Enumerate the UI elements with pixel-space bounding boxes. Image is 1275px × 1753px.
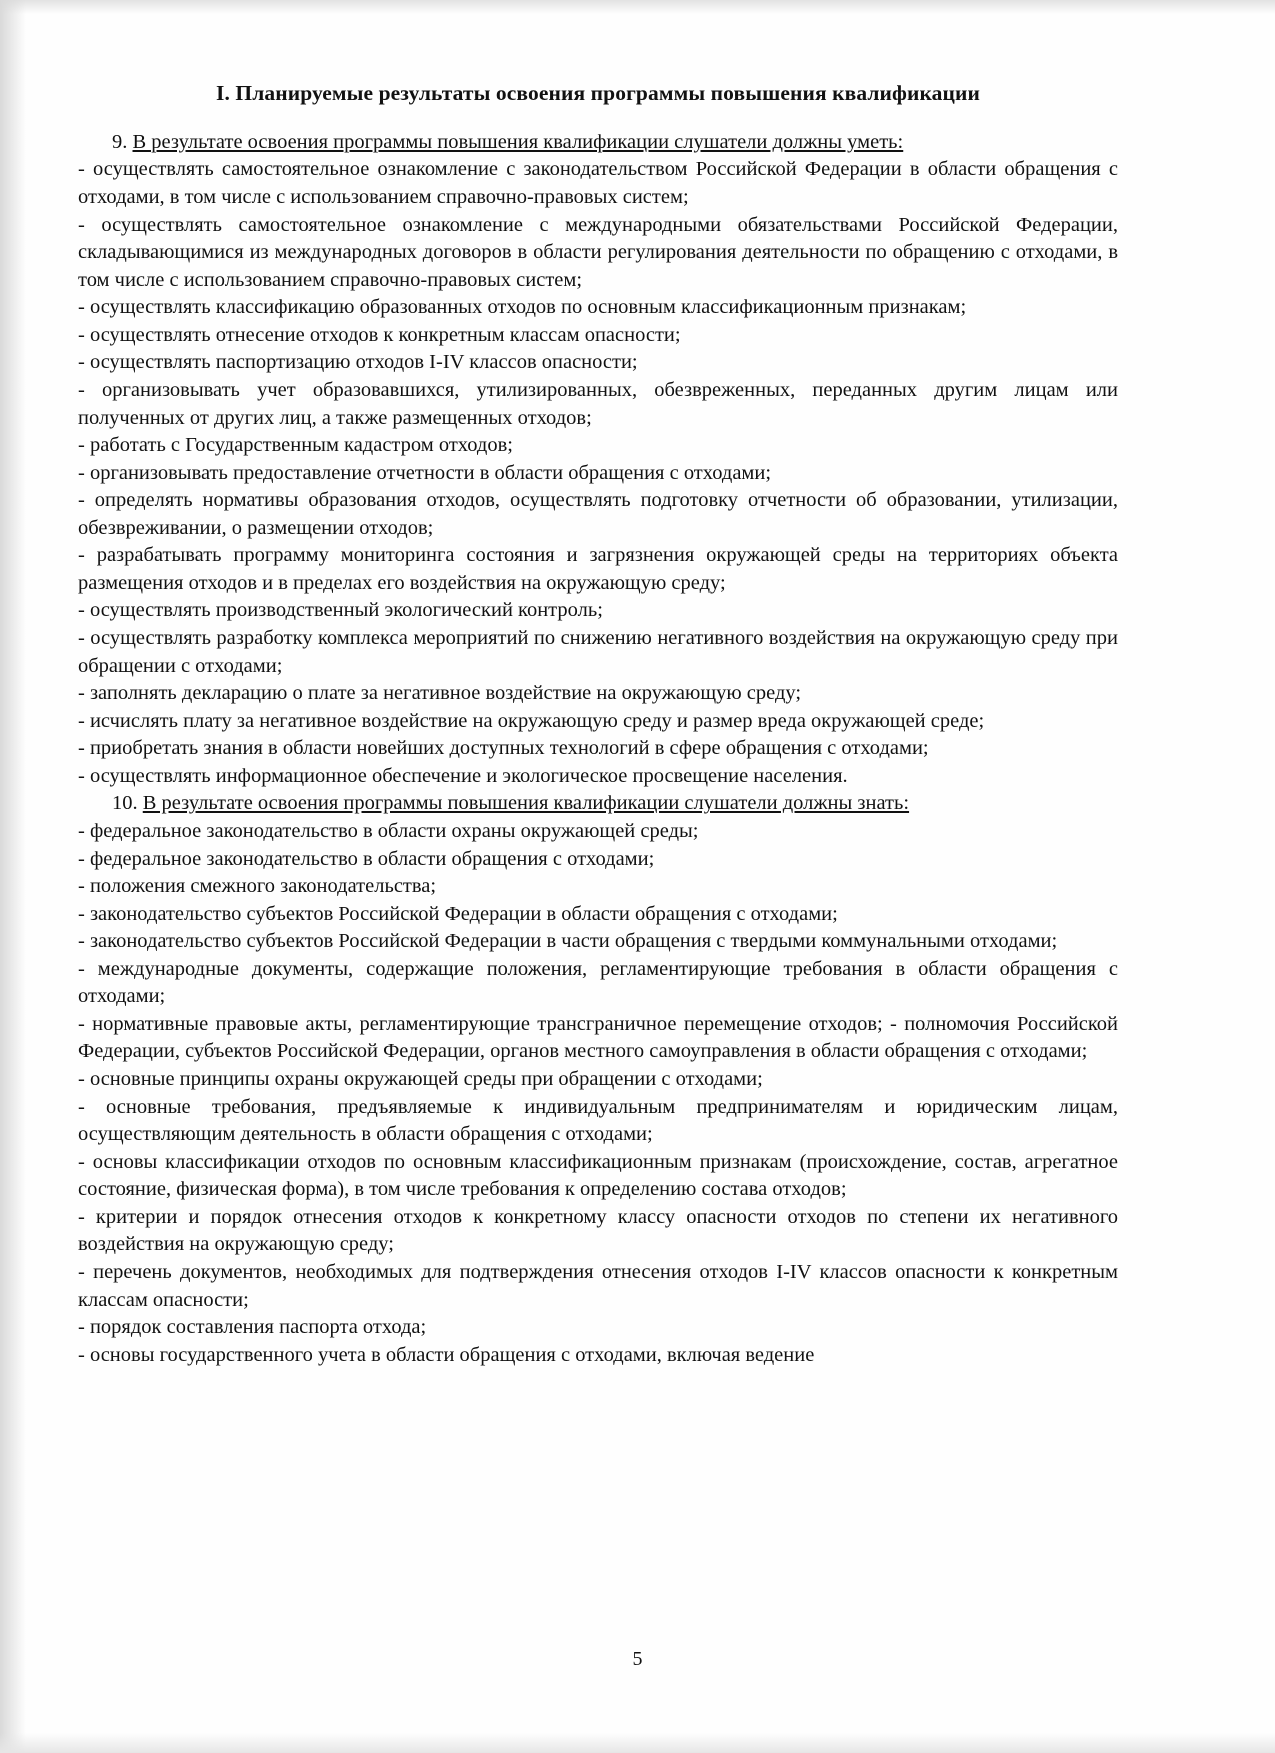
section-9-heading bbox=[78, 129, 1118, 157]
list-item: - перечень документов, необходимых для подтверждения отнесения отходов I-IV классов опасности к конкретным классам опасности; bbox=[78, 1260, 1118, 1311]
list-item: - основные принципы охраны окружающей среды при обращении с отходами; bbox=[78, 1068, 763, 1090]
section-10-heading-text: В результате освоения программы повышения квалификации слушатели должны знать: bbox=[142, 792, 910, 815]
section-9-number: 9. bbox=[112, 130, 128, 153]
list-item: - разрабатывать программу мониторинга состояния и загрязнения окружающей среды на территориях объекта размещения отходов и в пределах его воздействия на окружающую среду; bbox=[78, 544, 1118, 594]
list-item: - осуществлять производственный экологический контроль; bbox=[78, 599, 603, 622]
list-item: - определять нормативы образования отходов, осуществлять подготовку отчетности об образовании, утилизации, обезвреживании, о размещении отходов; bbox=[78, 489, 1118, 539]
list-item: - федеральное законодательство в области охраны окружающей среды; bbox=[78, 819, 699, 842]
list-item: - осуществлять информационное обеспечение и экологическое просвещение населения. bbox=[78, 764, 848, 787]
page-title: I. Планируемые результаты освоения программы повышения квалификации bbox=[216, 81, 980, 105]
list-item: - организовывать учет образовавшихся, утилизированных, обезвреженных, переданных другим лицам или полученных от других лиц, а также размещенных отходов; bbox=[78, 378, 1118, 429]
list-item: - положения смежного законодательства; bbox=[78, 875, 437, 898]
list-item: - осуществлять отнесение отходов к конкретным классам опасности; bbox=[78, 323, 681, 346]
list-item: - осуществлять паспортизацию отходов I-IV классов опасности; bbox=[78, 351, 638, 374]
page-number: 5 bbox=[632, 1648, 643, 1670]
list-item: - осуществлять классификацию образованных отходов по основным классификационным признакам; bbox=[78, 296, 967, 319]
list-item: - осуществлять самостоятельное ознакомление с законодательством Российской Федерации в области обращения с отходами, в том числе с использованием справочно-правовых систем; bbox=[78, 158, 1118, 208]
list-item: - организовывать предоставление отчетности в области обращения с отходами; bbox=[78, 461, 772, 484]
list-item: - законодательство субъектов Российской Федерации в части обращения с твердыми коммунальными отходами; bbox=[78, 930, 1058, 953]
list-item: - международные документы, содержащие положения, регламентирующие требования в области обращения с отходами; bbox=[78, 957, 1118, 1008]
list-item: - критерии и порядок отнесения отходов к конкретному классу опасности отходов по степени их негативного воздействия на окружающую среду; bbox=[78, 1205, 1118, 1256]
list-item: - основные требования, предъявляемые к индивидуальным предпринимателям и юридическим лицам, осуществляющим деятельность в области обращения с отходами; bbox=[78, 1095, 1118, 1146]
document-body bbox=[78, 80, 1118, 1369]
list-item: - заполнять декларацию о плате за негативное воздействие на окружающую среду; bbox=[78, 682, 802, 705]
list-item: - основы классификации отходов по основным классификационным признакам (происхождение, состав, агрегатное состояние, физическая форма), в том числе требования к определению состава отходов; bbox=[78, 1150, 1118, 1201]
list-item: - приобретать знания в области новейших доступных технологий в сфере обращения с отходами; bbox=[78, 737, 929, 760]
section-10-heading bbox=[78, 790, 1118, 818]
list-item: - федеральное законодательство в области обращения с отходами; bbox=[78, 847, 655, 870]
scan-edge-bottom bbox=[0, 1733, 1275, 1753]
list-item: - осуществлять самостоятельное ознакомление с международными обязательствами Российской Федерации, складывающимися из международных договоров в области регулирования деятельности по обращению с отходами, в том числе с использованием справочно-правовых систем; bbox=[78, 213, 1118, 291]
section-9 bbox=[78, 129, 1118, 791]
scan-edge-left bbox=[0, 0, 26, 1753]
list-item: - законодательство субъектов Российской Федерации в области обращения с отходами; bbox=[78, 902, 838, 925]
list-item: - порядок составления паспорта отхода; bbox=[78, 1316, 427, 1339]
section-10 bbox=[78, 790, 1118, 1369]
list-item: - исчислять плату за негативное воздействие на окружающую среду и размер вреда окружающей среде; bbox=[78, 709, 985, 732]
list-item: - работать с Государственным кадастром отходов; bbox=[78, 434, 513, 457]
list-item: - осуществлять разработку комплекса мероприятий по снижению негативного воздействия на окружающую среду при обращении с отходами; bbox=[78, 627, 1118, 677]
list-item: - основы государственного учета в области обращения с отходами, включая ведение bbox=[78, 1343, 815, 1366]
list-item: - нормативные правовые акты, регламентирующие трансграничное перемещение отходов; - полномочия Российской Федерации, субъектов Российской Федерации, органов местного самоуправления в области обращения с отходами; bbox=[78, 1012, 1118, 1063]
scan-edge-top bbox=[0, 0, 1275, 14]
section-10-number: 10. bbox=[112, 792, 138, 815]
section-9-heading-text: В результате освоения программы повышения квалификации слушатели должны уметь: bbox=[132, 130, 904, 153]
